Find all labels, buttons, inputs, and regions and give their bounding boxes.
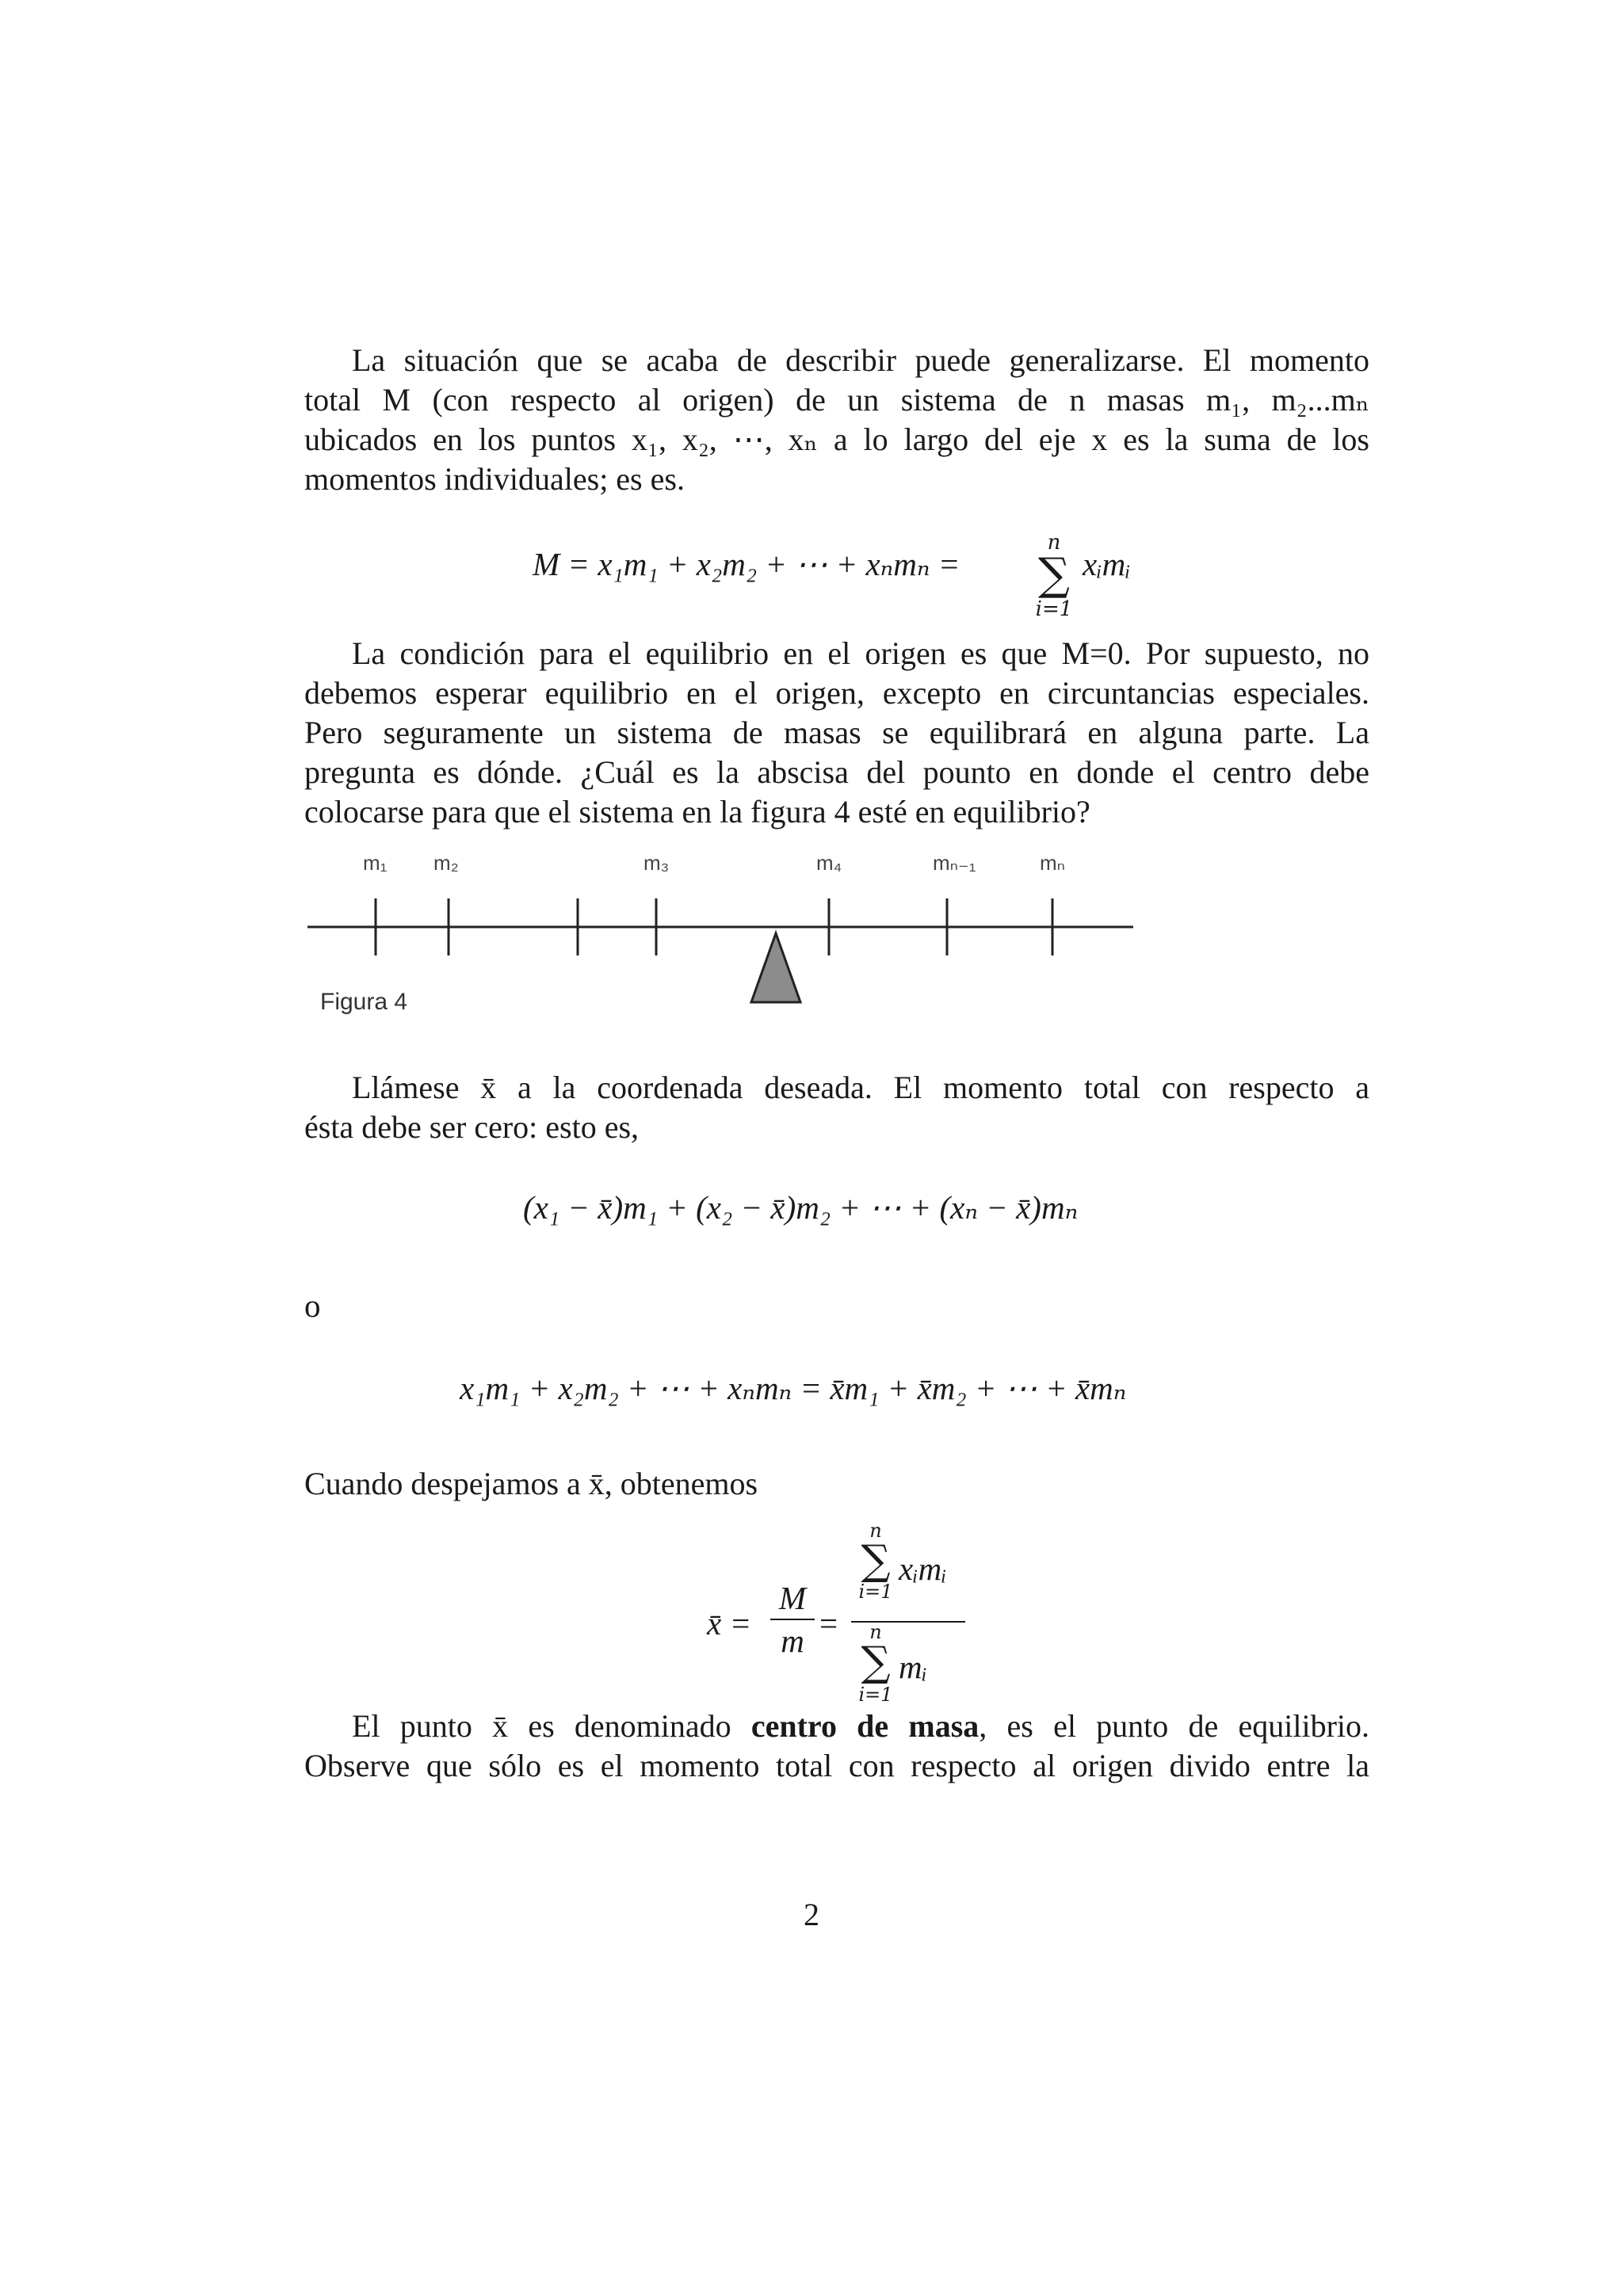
mass-label-m4: m₄	[816, 851, 842, 875]
equation-4-equals: =	[819, 1605, 838, 1642]
paragraph-2-line: debemos esperar equilibrio en el origen, excepto en circuntancias especiales.	[304, 675, 1369, 711]
paragraph-1-line: ubicados en los puntos x₁, x₂, ⋯, xₙ a lo largo del eje x es la suma de los	[304, 421, 1369, 457]
denominator-body: mᵢ	[899, 1649, 928, 1685]
paragraph-2-line: colocarse para que el sistema en la figura 4 esté en equilibrio?	[304, 794, 1090, 830]
page-number: 2	[804, 1897, 819, 1932]
mass-label-m2: m₂	[433, 851, 459, 875]
numerator-sum-upper: n	[869, 1520, 882, 1542]
paragraph-3	[304, 1068, 1369, 1147]
sigma-symbol: ∑	[1038, 549, 1070, 601]
paragraph-2-line: pregunta es dónde. ¿Cuál es la abscisa del pounto en donde el centro debe	[304, 754, 1369, 790]
paragraph-5-text: , es el punto de equilibrio.	[979, 1708, 1369, 1744]
mass-label-m1: m₁	[363, 851, 388, 875]
fraction-1-denominator: m	[781, 1623, 804, 1659]
paragraph-4	[304, 1464, 1369, 1504]
paragraph-1	[304, 341, 1369, 499]
paragraph-5	[304, 1707, 1369, 1786]
numerator-sum-lower: i=1	[858, 1581, 893, 1603]
figure-caption: Figura 4	[320, 989, 408, 1015]
equation-4-lhs: x̄ =	[707, 1605, 752, 1642]
fulcrum-triangle	[751, 933, 800, 1002]
equation-4-fraction-1	[770, 1579, 815, 1660]
paragraph-1-line: total M (con respecto al origen) de un sistema de n masas m₁, m₂...mₙ	[304, 382, 1369, 418]
mass-label-mn: mₙ	[1040, 851, 1066, 875]
equation-1-sum-upper: n	[1047, 531, 1061, 555]
mass-label-m3: m₃	[643, 851, 670, 875]
paragraph-4-line: Cuando despejamos a x̄, obtenemos	[304, 1466, 758, 1501]
paragraph-5-line-2: Observe que sólo es el momento total con respecto al origen divido entre la	[304, 1748, 1369, 1783]
term-centro-de-masa: centro de masa	[750, 1708, 980, 1744]
paragraph-5-text: El punto x̄ es denominado	[352, 1708, 751, 1744]
equation-1-lhs: M = x₁m₁ + x₂m₂ + ⋯ + xₙmₙ =	[533, 546, 960, 582]
sigma-symbol: ∑	[861, 1638, 891, 1686]
connector-o: o	[304, 1287, 321, 1324]
denominator-sum-upper: n	[869, 1621, 882, 1643]
mass-label-mn-1: mₙ₋₁	[933, 851, 976, 875]
equation-1-sum	[1030, 532, 1078, 621]
numerator-body: xᵢmᵢ	[899, 1550, 947, 1587]
paragraph-2-line: La condición para el equilibrio en el origen es que M=0. Por supuesto, no	[352, 635, 1369, 671]
equation-1-sum-lower: i=1	[1035, 597, 1073, 621]
sigma-symbol: ∑	[861, 1537, 891, 1585]
paragraph-2-line: Pero seguramente un sistema de masas se equilibrará en alguna parte. La	[304, 715, 1369, 750]
equation-4-fraction-2	[851, 1521, 970, 1726]
paragraph-2	[304, 634, 1369, 832]
equation-2: (x₁ − x̄)m₁ + (x₂ − x̄)m₂ + ⋯ + (xₙ − x̄)mₙ	[523, 1189, 1079, 1226]
denominator-sum-lower: i=1	[858, 1684, 893, 1706]
equation-1	[533, 545, 960, 583]
fraction-1-numerator: M	[778, 1580, 807, 1616]
fraction-1-bar	[770, 1619, 815, 1620]
equation-3: x₁m₁ + x₂m₂ + ⋯ + xₙmₙ = x̄m₁ + x̄m₂ + ⋯ + x̄mₙ	[460, 1370, 1127, 1406]
paragraph-3-line: ésta debe ser cero: esto es,	[304, 1109, 640, 1145]
equation-1-body: xᵢmᵢ	[1083, 546, 1131, 582]
paragraph-1-line: La situación que se acaba de describir puede generalizarse. El momento	[352, 342, 1369, 378]
paragraph-1-line: momentos individuales; es es.	[304, 461, 685, 497]
lever-diagram	[301, 838, 1141, 1020]
paragraph-5-line-1	[304, 1707, 1369, 1746]
fraction-2-numerator	[851, 1521, 970, 1621]
figure-4	[301, 838, 1141, 1020]
paragraph-3-line: Llámese x̄ a la coordenada deseada. El momento total con respecto a	[352, 1070, 1369, 1105]
